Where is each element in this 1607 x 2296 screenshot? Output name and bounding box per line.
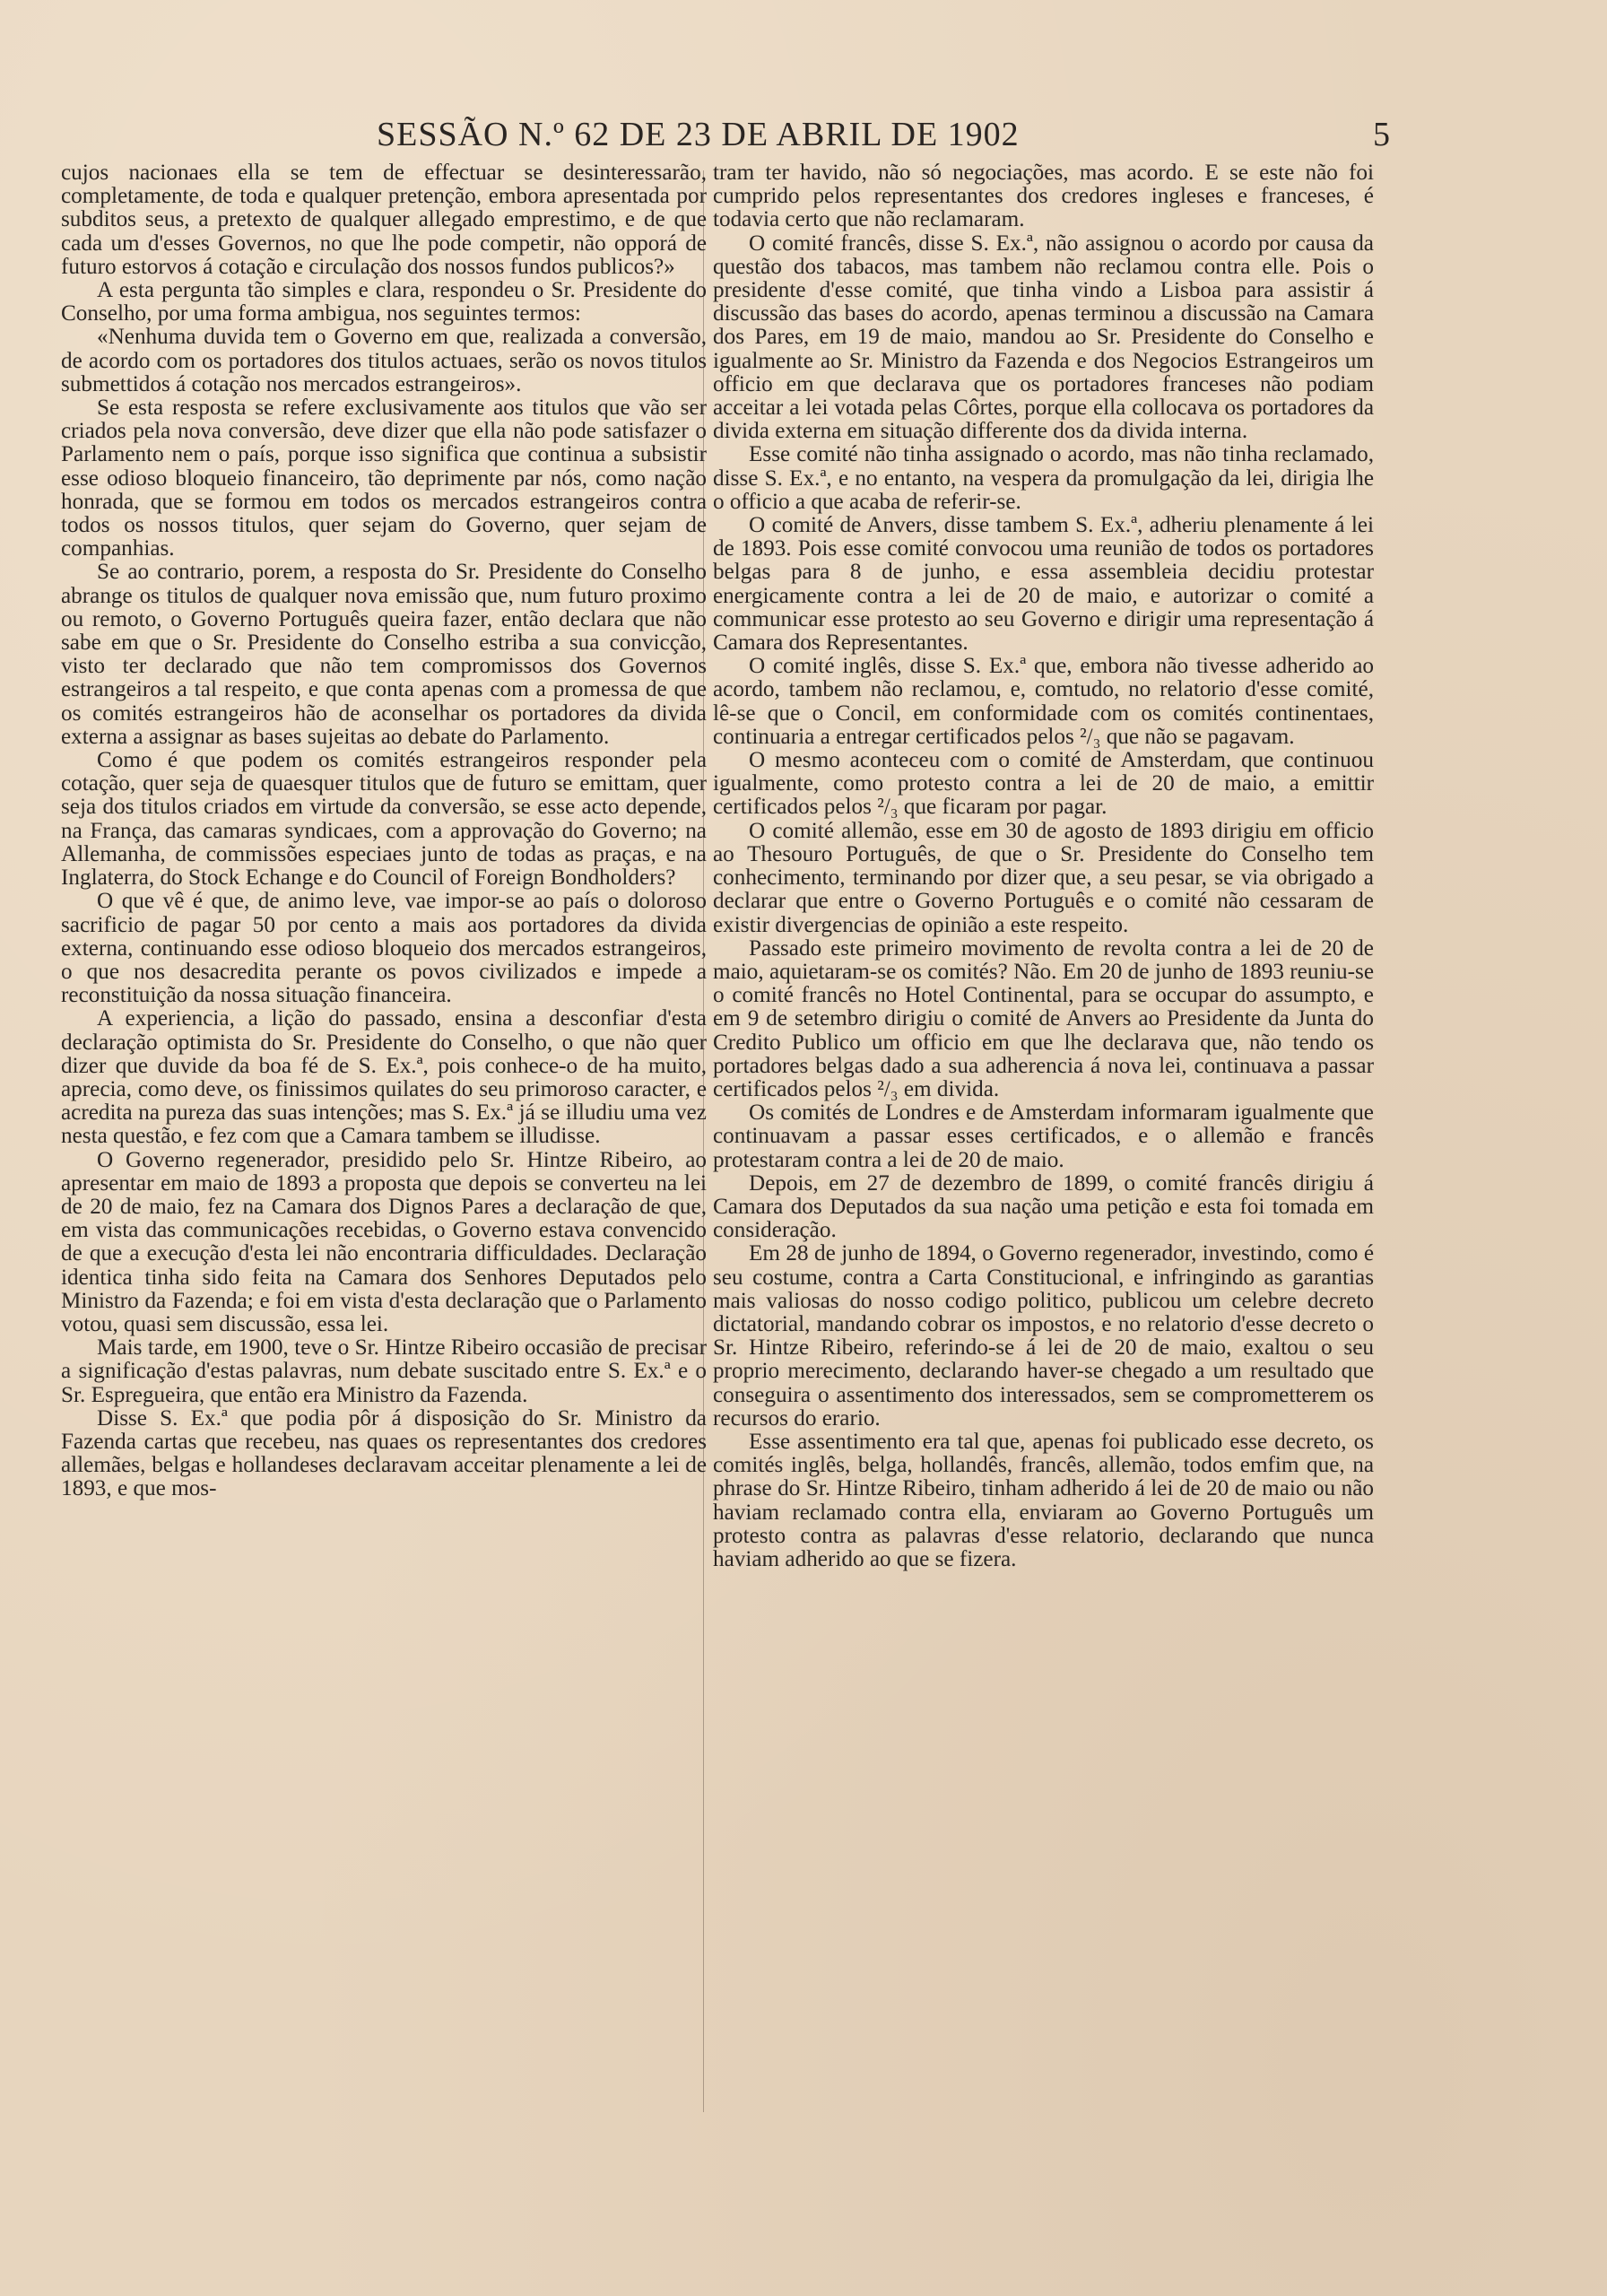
paragraph: Em 28 de junho de 1894, o Governo regenerador, investindo, como é seu costume, contra a Carta Constitucional, e infringindo as garantias mais valiosas do nosso codigo politico, publicou um celebre decreto dictatorial, mandando cobrar os impostos, e no relatorio d'esse decreto o Sr. Hintze Ribeiro, referindo-se á lei de 20 de maio, exaltou o seu proprio merecimento, declarando haver-se chegado a um resultado que conseguira o assentimento dos interessados, sem se comprometterem os recursos do erario. — [713, 1241, 1374, 1431]
paragraph: tram ter havido, não só negociações, mas acordo. E se este não foi cumprido pelos representantes dos credores ingleses e franceses, é todavia certo que não reclamaram. — [713, 161, 1374, 232]
paragraph: O comité allemão, esse em 30 de agosto de 1893 dirigiu em officio ao Thesouro Português, de que o Sr. Presidente do Conselho tem conhecimento, terminando por dizer que, a seu pesar, se via obrigado a declarar que entre o Governo Português e o comité não cessaram de existir divergencias de opinião a este respeito. — [713, 818, 1374, 937]
paragraph: O comité francês, disse S. Ex.ª, não assignou o acordo por causa da questão dos tabacos, mas tambem não reclamou contra elle. Pois o presidente d'esse comité, que tinha vindo a Lisboa para assistir á discussão das bases do acordo, apenas terminou a discussão na Camara dos Pares, em 19 de maio, mandou ao Sr. Presidente do Conselho e igualmente ao Sr. Ministro da Fazenda e dos Negocios Estrangeiros um officio em que declarava que os portadores franceses não podiam acceitar a lei votada pelas Côrtes, porque ella collocava os portadores da divida externa em situação differente dos da divida interna. — [713, 230, 1374, 444]
paragraph: Passado este primeiro movimento de revolta contra a lei de 20 de maio, aquietaram-se os comités? Não. Em 20 de junho de 1893 reuniu-se o comité francês no Hotel Continental, para se occupar do assumpto, e em 9 de setembro dirigiu o comité de Anvers ao Presidente da Junta do Credito Publico um officio em que lhe declarava que, não tendo os portadores belgas dado a sua adherencia á nova lei, continuava a passar certificados pelos ²/₃ em divida. — [713, 935, 1374, 1101]
right-column — [713, 161, 1374, 1571]
page-number: 5 — [1373, 116, 1390, 153]
paragraph: Mais tarde, em 1900, teve o Sr. Hintze Ribeiro occasião de precisar a significação d'estas palavras, num debate suscitado entre S. Ex.ª e o Sr. Espregueira, que então era Ministro da Fazenda. — [61, 1335, 707, 1407]
paragraph: Disse S. Ex.ª que podia pôr á disposição do Sr. Ministro da Fazenda cartas que recebeu, nas quaes os representantes dos credores allemães, belgas e hollandeses declaravam acceitar plenamente a lei de 1893, e que mos- — [61, 1405, 707, 1501]
paragraph: cujos nacionaes ella se tem de effectuar se desinteressarão, completamente, de toda e qualquer pretenção, embora apresentada por subditos seus, a pretexto de qualquer allegado emprestimo, e de que cada um d'esses Governos, no que lhe pode competir, não opporá de futuro estorvos á cotação e circulação dos nossos fundos publicos?» — [61, 161, 707, 279]
paragraph: A esta pergunta tão simples e clara, respondeu o Sr. Presidente do Conselho, por uma forma ambigua, nos seguintes termos: — [61, 278, 707, 326]
paragraph: A experiencia, a lição do passado, ensina a desconfiar d'esta declaração optimista do Sr. Presidente do Conselho, o que não quer dizer que duvide da boa fé de S. Ex.ª, pois conhece-o de ha muito, aprecia, como deve, os finissimos quilates do seu primoroso caracter, e acredita na pureza das suas intenções; mas S. Ex.ª já se illudiu uma vez nesta questão, e fez com que a Camara tambem se illudisse. — [61, 1006, 707, 1149]
session-title: SESSÃO N.º 62 DE 23 DE ABRIL DE 1902 — [377, 116, 1020, 153]
paragraph: Se ao contrario, porem, a resposta do Sr. Presidente do Conselho abrange os titulos de qualquer nova emissão que, num futuro proximo ou remoto, o Governo Português queira fazer, então declara que não sabe em que o Sr. Presidente do Conselho estriba a sua convicção, visto ter declarado que não tem compromissos dos Governos estrangeiros a tal respeito, e que conta apenas com a promessa de que os comités estrangeiros hão de aconselhar os portadores da divida externa a assignar as bases sujeitas ao debate do Parlamento. — [61, 560, 707, 749]
paragraph: O Governo regenerador, presidido pelo Sr. Hintze Ribeiro, ao apresentar em maio de 1893 a proposta que depois se converteu na lei de 20 de maio, fez na Camara dos Dignos Pares a declaração de que, em vista das communicações recebidas, o Governo estava convencido de que a execução d'esta lei não encontraria difficuldades. Declaração identica tinha sido feita na Camara dos Senhores Deputados pelo Ministro da Fazenda; e foi em vista d'esta declaração que o Parlamento votou, quasi sem discussão, essa lei. — [61, 1147, 707, 1336]
paragraph: O mesmo aconteceu com o comité de Amsterdam, que continuou igualmente, como protesto contra a lei de 20 de maio, a emittir certificados pelos ²/₃ que ficaram por pagar. — [713, 748, 1374, 820]
paragraph: Se esta resposta se refere exclusivamente aos titulos que vão ser criados pela nova conversão, deve dizer que ella não pode satisfazer o Parlamento nem o país, porque isso significa que continua a subsistir esse odioso bloqueio financeiro, tão deprimente par nós, como nação honrada, que se formou em todos os mercados estrangeiros contra todos os nossos titulos, quer sejam do Governo, quer sejam de companhias. — [61, 396, 707, 561]
paragraph: «Nenhuma duvida tem o Governo em que, realizada a conversão, de acordo com os portadores dos titulos actuaes, serão os novos titulos submettidos á cotação nos mercados estrangeiros». — [61, 325, 707, 396]
paragraph: O comité de Anvers, disse tambem S. Ex.ª, adheriu plenamente á lei de 1893. Pois esse comité convocou uma reunião de todos os portadores belgas para 8 de junho, e essa assembleia decidiu protestar energicamente contra a lei de 20 de maio, e autorizar o comité a communicar esse protesto ao seu Governo e dirigir uma representação á Camara dos Representantes. — [713, 513, 1374, 656]
paragraph: O comité inglês, disse S. Ex.ª que, embora não tivesse adherido ao acordo, tambem não reclamou, e, comtudo, no relatorio d'esse comité, lê-se que o Concil, em conformidade com os comités continentaes, continuaria a entregar certificados pelos ²/₃ que não se pagavam. — [713, 654, 1374, 749]
paragraph: O que vê é que, de animo leve, vae impor-se ao país o doloroso sacrificio de pagar 50 por cento a mais aos portadores da divida externa, continuando esse odioso bloqueio dos mercados estrangeiros, o que nos desacredita perante os povos civilizados e impede a reconstituição da nossa situação financeira. — [61, 889, 707, 1008]
paragraph: Como é que podem os comités estrangeiros responder pela cotação, quer seja de quaesquer titulos que de futuro se emittam, quer seja dos titulos criados em virtude da conversão, se esse acto depende, na França, das camaras syndicaes, com a approvação do Governo; na Allemanha, de commissões especiaes junto de todas as praças, e na Inglaterra, do Stock Echange e do Council of Foreign Bondholders? — [61, 748, 707, 891]
paragraph: Os comités de Londres e de Amsterdam informaram igualmente que continuavam a passar esses certificados, e o allemão e francês protestaram contra a lei de 20 de maio. — [713, 1100, 1374, 1172]
page-header — [377, 115, 1390, 154]
left-column — [61, 161, 707, 1501]
paragraph: Esse comité não tinha assignado o acordo, mas não tinha reclamado, disse S. Ex.ª, e no entanto, na vespera da promulgação da lei, dirigia lhe o officio a que acaba de referir-se. — [713, 442, 1374, 514]
paragraph: Depois, em 27 de dezembro de 1899, o comité francês dirigiu á Camara dos Deputados da sua nação uma petição e esta foi tomada em consideração. — [713, 1170, 1374, 1243]
paragraph: Esse assentimento era tal que, apenas foi publicado esse decreto, os comités inglês, belga, hollandês, francês, allemão, todos emfim que, na phrase do Sr. Hintze Ribeiro, tinham adherido á lei de 20 de maio ou não haviam reclamado contra ella, enviaram ao Governo Português um protesto contra as palavras d'esse relatorio, declarando que nunca haviam adherido ao que se fizera. — [713, 1429, 1374, 1571]
